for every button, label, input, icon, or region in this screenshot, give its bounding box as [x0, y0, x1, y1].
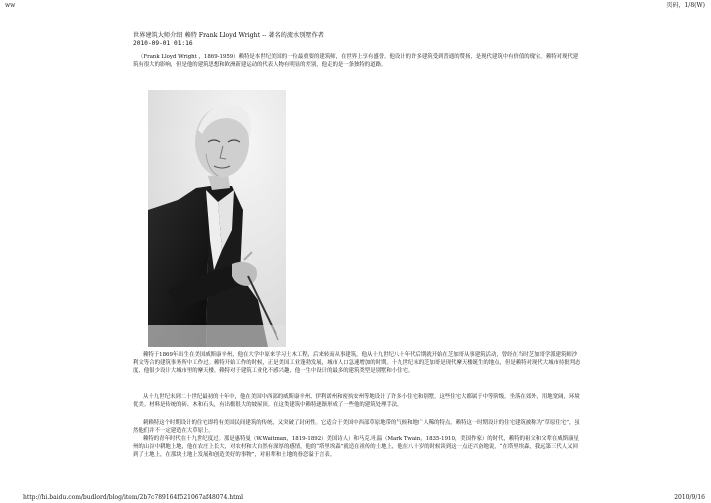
- body-paragraph: 赖特于1869年出生在美国威斯康辛州，他在大学中原来学习土木工程，后来转而从事建筑。他从十九世纪八十年代后期就开始在芝加哥从事建筑活动，曾经在当时芝加哥学派建筑师沙利文等合的建筑事务所中工作过。赖特开始工作的时候，正是美国工业蓬勃发展，城市人口急速增加的时期。十九世纪末的芝加哥是现代摩天楼诞生的地点，但是赖特对现代大城市持批判态度，他很少设计大城市里的摩天楼。赖特对于建筑工业化不感兴趣，他一生中设计的最多的建筑类型是别墅和小住宅。: [133, 352, 581, 374]
- portrait-photo: [148, 90, 286, 347]
- body-paragraph: 赖特的青年时代在十九世纪度过。那是惠特曼（W.Waitman，1819-1892）美国诗人）和马克.吐温（Mark Twain，1835-1910，美国作家）的时代，赖特的祖父和父辈在威斯康星州的山谷中耕地上地，他在农庄上长大，对农村和大自然有深厚的感情，他的“塔里埃森”就造在祖传的土地上，他在八十岁的时候谈到这一点还兴奋地说，“在塔里埃森，我远第三代人又回到了土地上，在那块土地上发展和创造美好的事物”，对祖辈和土地的眷恋溢于言表。: [133, 436, 579, 458]
- body-paragraph: 从十九世纪末到二十世纪最初的十年中，他在美国中西部的威斯康辛州、伊利诺州和密执安州等地设计了许多小住宅和别墅。这些住宅大都属于中等阶级，坐落在郊外，用地宽阔，环境优美。材料是传统的砖、木和石头，有出檐很大的坡屋顶。在这类建筑中赖特逐渐形成了一些他的建筑处理手法。: [133, 394, 580, 408]
- footer-url: http://hi.baidu.com/budlord/blog/item/2b7c789164f521067af48074.html: [23, 494, 244, 501]
- article-date: 2010-09-01 01:16: [133, 40, 193, 47]
- header-left: ww: [5, 2, 16, 9]
- portrait-photo-icon: [148, 90, 286, 347]
- header-page-number: 页码，1/8(W): [666, 2, 705, 9]
- footer-date: 2010/9/16: [674, 494, 705, 501]
- article-title: 世界建筑大师介绍 赖特 Frank Lloyd Wright -- 著名的流水别墅作者: [133, 32, 324, 39]
- article-intro: （Frank Lloyd Wright ，1869-1959）赖特是本世纪美国的一位最重要的建筑师，在世界上享有盛誉。他设计的许多建筑受到普通的赞扬，是现代建筑中有价值的瑰宝。赖特对现代建筑有很大的影响，但是他的建筑思想和欧洲新建运动的代表人物有明显的差别，他走的是一条独特的道路。: [133, 54, 579, 68]
- body-paragraph: 刺赖特这个时期设计的住宅即将有美国民间建筑的传统，又突破了封闭性。它适合于美国中西部草原地带的气候和地广人稀的特点，赖特这一时期设计的住宅建筑被称为“草原住宅”，虽然他们并不一定建造在大草原上。: [133, 420, 580, 434]
